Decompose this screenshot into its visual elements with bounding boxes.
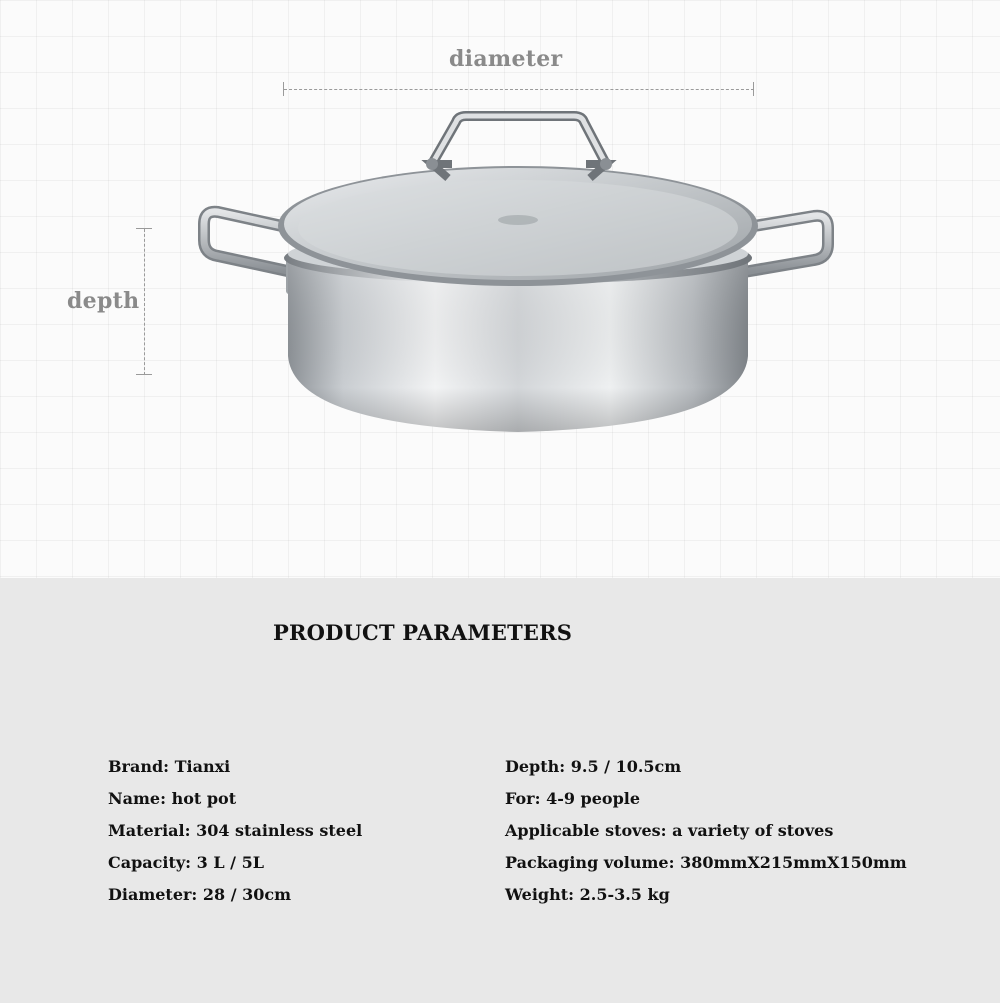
param-name: Name: hot pot: [108, 789, 237, 808]
diameter-line-start-cap: [283, 82, 284, 96]
param-material: Material: 304 stainless steel: [108, 821, 363, 840]
param-for: For: 4-9 people: [505, 789, 641, 808]
param-brand: Brand: Tianxi: [108, 757, 231, 776]
depth-label: depth: [67, 288, 140, 314]
param-packaging-volume: Packaging volume: 380mmX215mmX150mm: [505, 853, 907, 872]
diameter-dimension-line: [284, 89, 754, 90]
diameter-line-end-cap: [753, 82, 754, 96]
parameters-right-column: [505, 756, 907, 916]
depth-dimension-line: [144, 229, 145, 375]
hot-pot-image: [196, 108, 840, 440]
depth-line-bottom-cap: [136, 374, 152, 375]
param-depth: Depth: 9.5 / 10.5cm: [505, 757, 682, 776]
parameters-left-column: [108, 756, 362, 916]
section-title: PRODUCT PARAMETERS: [273, 620, 573, 645]
param-applicable-stoves: Applicable stoves: a variety of stoves: [505, 821, 834, 840]
depth-line-top-cap: [136, 228, 152, 229]
diameter-label: diameter: [449, 46, 563, 72]
param-capacity: Capacity: 3 L / 5L: [108, 853, 264, 872]
param-weight: Weight: 2.5-3.5 kg: [505, 885, 670, 904]
param-diameter: Diameter: 28 / 30cm: [108, 885, 292, 904]
product-parameters-section: [0, 578, 1000, 1003]
